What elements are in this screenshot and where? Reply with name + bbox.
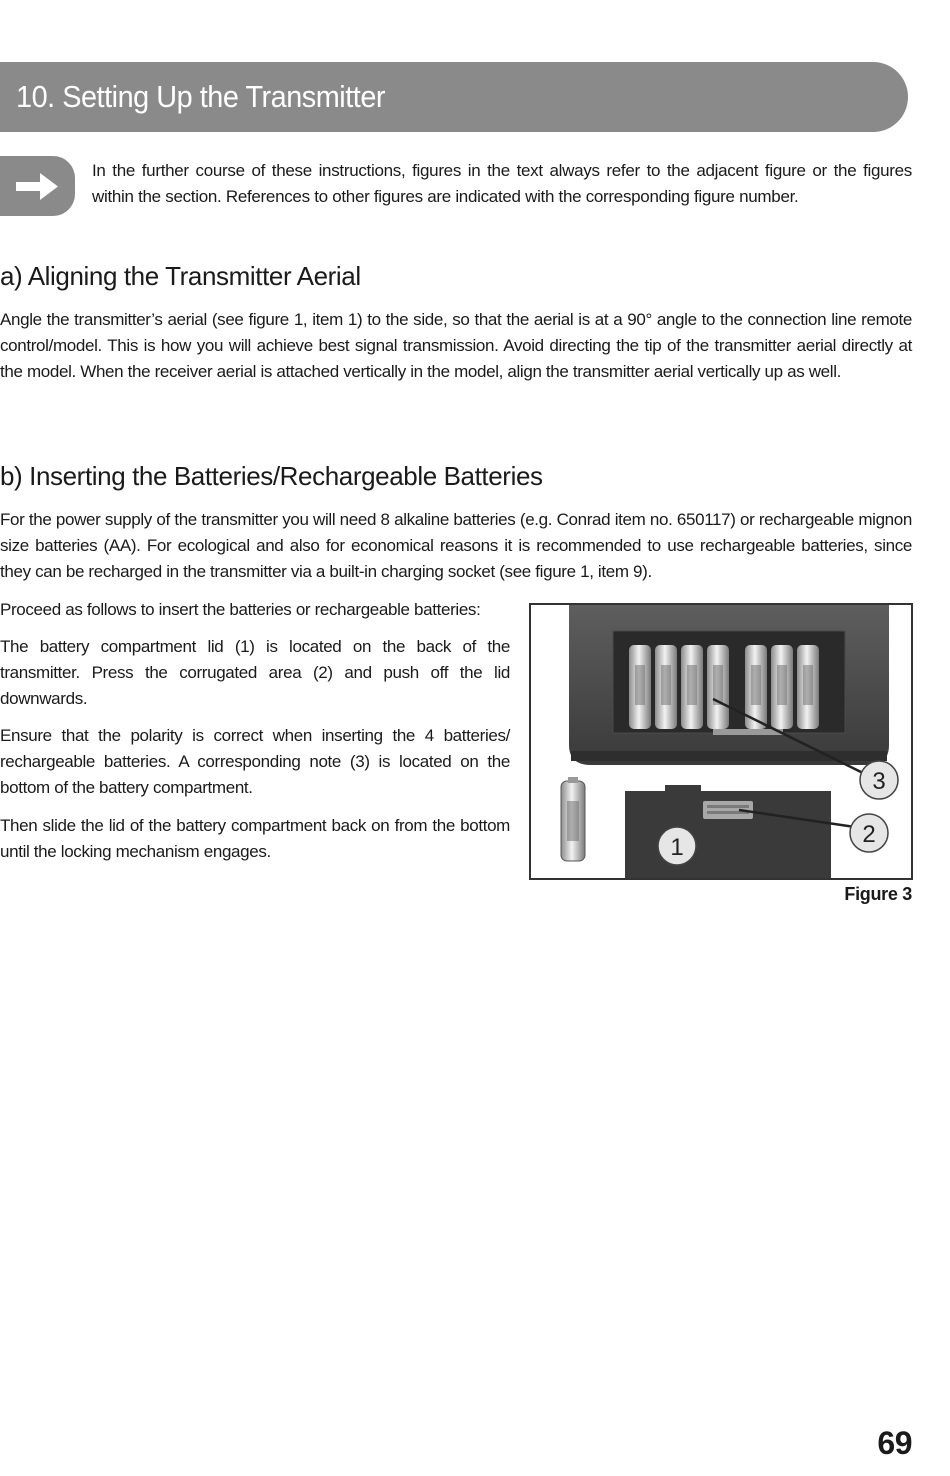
arrow-right-icon (14, 170, 62, 202)
callout-1-label: 1 (670, 834, 684, 861)
callout-3-label: 3 (872, 768, 886, 795)
polarity-paragraph: Ensure that the polarity is correct when inserting the 4 batteries/ rechargeable batteries. A corresponding note (3) is located on the bottom of the battery compartment. (0, 726, 510, 797)
battery-row (629, 645, 819, 729)
section-b-heading: b) Inserting the Batteries/Rechargeable Batteries (0, 461, 543, 491)
battery-compartment-figure (529, 603, 913, 880)
proceed-paragraph: Proceed as follows to insert the batteries or rechargeable batteries: (0, 600, 481, 619)
callout-1 (658, 827, 696, 865)
section-a-body: Angle the transmitter’s aerial (see figure 1, item 1) to the side, so that the aerial is at a 90° angle to the connection line remote control/model. This is how you will achieve best signal transmission. Avoid directing the tip of the transmitter aerial directly at the model. When the receiver aerial is attached vertically in the model, align the transmitter aerial vertically up as well. (0, 310, 912, 381)
note-text: In the further course of these instructions, figures in the text always refer to the adjacent figure or the figures within the section. References to other figures are indicated with the corresponding figure number. (92, 161, 912, 206)
section-a-heading: a) Aligning the Transmitter Aerial (0, 261, 361, 291)
callout-2 (850, 814, 888, 852)
lid-paragraph: The battery compartment lid (1) is located on the back of the transmitter. Press the corrugated area (2) and push off the lid downwards. (0, 637, 510, 708)
loose-battery (561, 777, 585, 861)
note-arrow-badge (0, 156, 75, 216)
section-b-body: For the power supply of the transmitter you will need 8 alkaline batteries (e.g. Conrad item no. 650117) or rechargeable mignon size batteries (AA). For ecological and also for economical reasons it is recommended to use rechargeable batteries, since they can be recharged in the transmitter via a built-in charging socket (see figure 1, item 9). (0, 510, 912, 581)
page-number: 69 (877, 1425, 912, 1461)
callout-3 (860, 761, 898, 799)
battery-lid (625, 785, 831, 878)
callout-2-label: 2 (862, 821, 876, 848)
slide-paragraph: Then slide the lid of the battery compartment back on from the bottom until the locking mechanism engages. (0, 816, 510, 861)
section-title-bar (0, 62, 908, 132)
figure-caption: Figure 3 (844, 884, 912, 904)
section-title: 10. Setting Up the Transmitter (16, 79, 386, 114)
battery-compartment-illustration (531, 605, 911, 878)
